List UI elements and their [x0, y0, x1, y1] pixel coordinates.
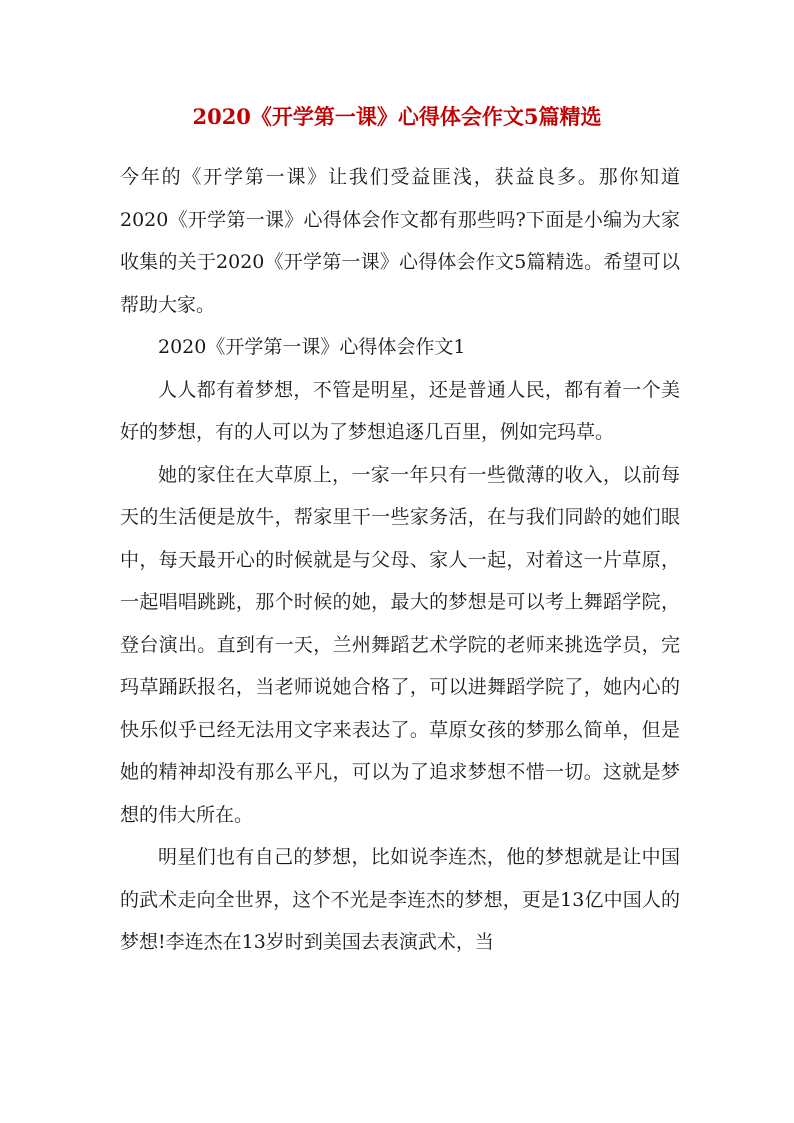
paragraph-intro: 今年的《开学第一课》让我们受益匪浅，获益良多。那你知道2020《开学第一课》心得体会作文都有那些吗?下面是小编为大家收集的关于2020《开学第一课》心得体会作文5篇精选。希望可以帮助大家。 [120, 166, 680, 316]
paragraph-dreams: 人人都有着梦想，不管是明星，还是普通人民，都有着一个美好的梦想，有的人可以为了梦想追逐几百里，例如完玛草。 [120, 378, 680, 443]
paragraph-jetli: 明星们也有自己的梦想，比如说李连杰，他的梦想就是让中国的武术走向全世界，这个不光是李连杰的梦想，更是13亿中国人的梦想!李连杰在13岁时到美国去表演武术，当 [120, 846, 680, 953]
paragraph-wanmacao: 她的家住在大草原上，一家一年只有一些微薄的收入，以前每天的生活便是放牛，帮家里干一些家务活，在与我们同龄的她们眼中，每天最开心的时候就是与父母、家人一起，对着这一片草原，一起唱唱跳跳，那个时候的她，最大的梦想是可以考上舞蹈学院，登台演出。直到有一天，兰州舞蹈艺术学院的老师来挑选学员，完玛草踊跃报名，当老师说她合格了，可以进舞蹈学院了，她内心的快乐似乎已经无法用文字来表达了。草原女孩的梦那么简单，但是她的精神却没有那么平凡，可以为了追求梦想不惜一切。这就是梦想的伟大所在。 [120, 463, 680, 826]
section-heading: 2020《开学第一课》心得体会作文1 [158, 336, 466, 358]
document-body [120, 156, 680, 964]
page-title: 2020《开学第一课》心得体会作文5篇精选 [192, 104, 602, 129]
